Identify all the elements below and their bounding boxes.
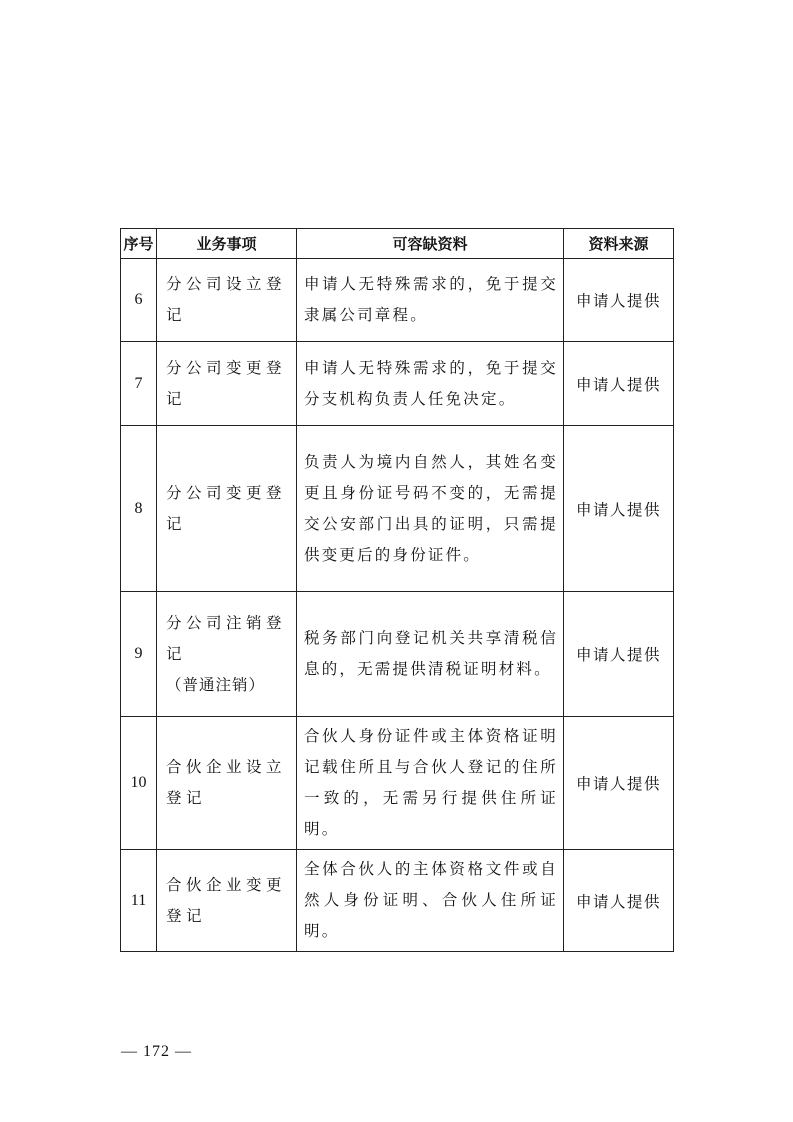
header-optional-material: 可容缺资料 — [297, 229, 564, 259]
item-line: 分公司变更登记 — [166, 483, 287, 533]
row-source: 申请人提供 — [564, 717, 674, 850]
row-material: 全体合伙人的主体资格文件或自然人身份证明、合伙人住所证明。 — [297, 850, 564, 952]
row-index: 7 — [121, 342, 157, 426]
header-material-source: 资料来源 — [564, 229, 674, 259]
item-line: 分公司设立登记 — [166, 275, 287, 324]
row-material: 税务部门向登记机关共享清税信息的，无需提供清税证明材料。 — [297, 592, 564, 717]
row-material: 合伙人身份证件或主体资格证明记载住所且与合伙人登记的住所一致的，无需另行提供住所证明。 — [297, 717, 564, 850]
table-row — [121, 592, 674, 717]
page-number: — 172 — — [121, 1043, 192, 1060]
table-row — [121, 850, 674, 952]
row-business-item — [157, 342, 297, 426]
row-material: 负责人为境内自然人，其姓名变更且身份证号码不变的，无需提交公安部门出具的证明，只需提供变更后的身份证件。 — [297, 426, 564, 592]
row-material: 申请人无特殊需求的，免于提交分支机构负责人任免决定。 — [297, 342, 564, 426]
row-source: 申请人提供 — [564, 342, 674, 426]
item-line: 合伙企业变更登记 — [166, 875, 287, 925]
row-source: 申请人提供 — [564, 592, 674, 717]
row-source: 申请人提供 — [564, 426, 674, 592]
row-source: 申请人提供 — [564, 850, 674, 952]
item-line: 分公司变更登记 — [166, 358, 287, 408]
row-index: 9 — [121, 592, 157, 717]
row-index: 6 — [121, 259, 157, 342]
table-row — [121, 717, 674, 850]
row-index: 8 — [121, 426, 157, 592]
row-business-item — [157, 592, 297, 717]
table-row — [121, 342, 674, 426]
row-business-item — [157, 850, 297, 952]
table-row — [121, 259, 674, 342]
table-header-row — [121, 229, 674, 259]
item-line: 分公司注销登记 — [166, 613, 287, 663]
row-business-item — [157, 426, 297, 592]
row-source: 申请人提供 — [564, 259, 674, 342]
row-index: 11 — [121, 850, 157, 952]
requirements-table — [120, 228, 674, 952]
item-line: 合伙企业设立登记 — [166, 758, 287, 807]
row-business-item — [157, 259, 297, 342]
header-index: 序号 — [121, 229, 157, 259]
header-business-item: 业务事项 — [157, 229, 297, 259]
row-index: 10 — [121, 717, 157, 850]
item-line-note: （普通注销） — [166, 675, 266, 694]
row-business-item — [157, 717, 297, 850]
table-row — [121, 426, 674, 592]
row-material: 申请人无特殊需求的，免于提交隶属公司章程。 — [297, 259, 564, 342]
